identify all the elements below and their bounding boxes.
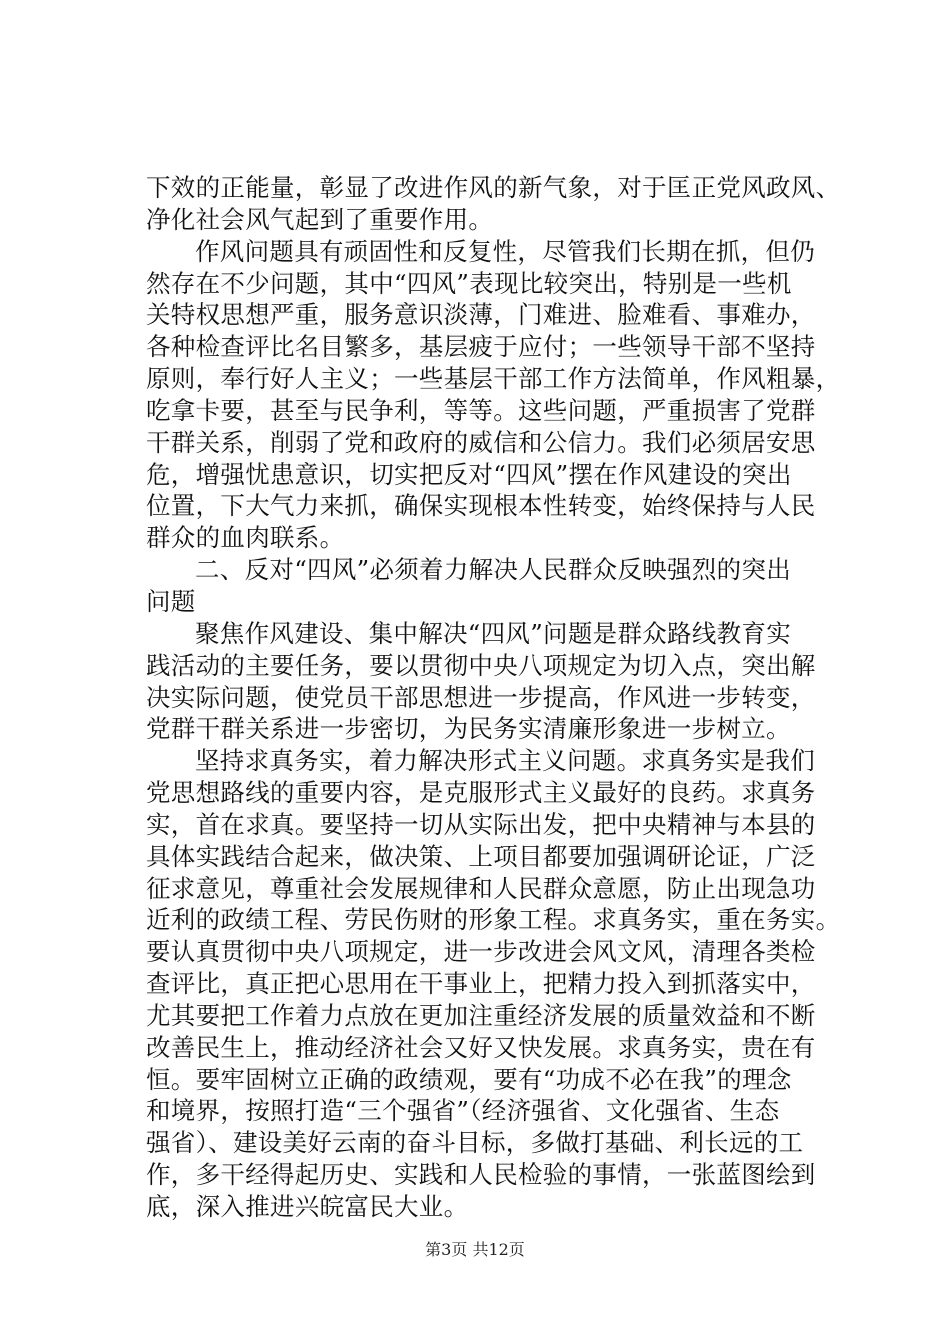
text-line: 原则，奉行好人主义；一些基层干部工作方法简单，作风粗暴， xyxy=(146,364,841,394)
text-line: 关特权思想严重，服务意识淡薄，门难进、脸难看、事难办， xyxy=(146,300,816,330)
text-line: 尤其要把工作着力点放在更加注重经济发展的质量效益和不断 xyxy=(146,1000,816,1030)
text-line: 然存在不少问题，其中“四风”表现比较突出，特别是一些机 xyxy=(146,268,792,298)
text-line: 各种检查评比名目繁多，基层疲于应付；一些领导干部不坚持 xyxy=(146,332,816,362)
text-line: 党群干群关系进一步密切，为民务实清廉形象进一步树立。 xyxy=(146,714,791,744)
text-line: 干群关系，削弱了党和政府的威信和公信力。我们必须居安思 xyxy=(146,427,816,457)
text-line: 危，增强忧患意识，切实把反对“四风”摆在作风建设的突出 xyxy=(146,459,792,489)
paragraph-first-line: 聚焦作风建设、集中解决“四风”问题是群众路线教育实 xyxy=(195,618,792,648)
text-line: 净化社会风气起到了重要作用。 xyxy=(146,204,494,234)
text-line: 吃拿卡要，甚至与民争利，等等。这些问题，严重损害了党群 xyxy=(146,395,816,425)
paragraph-first-line: 作风问题具有顽固性和反复性，尽管我们长期在抓，但仍 xyxy=(195,236,815,266)
text-line: 作，多干经得起历史、实践和人民检验的事情，一张蓝图绘到 xyxy=(146,1160,816,1190)
text-line: 党思想路线的重要内容，是克服形式主义最好的良药。求真务 xyxy=(146,778,816,808)
text-line: 具体实践结合起来，做决策、上项目都要加强调研论证，广泛 xyxy=(146,841,816,871)
text-line: 查评比，真正把心思用在干事业上，把精力投入到抓落实中， xyxy=(146,969,816,999)
text-line: 下效的正能量，彰显了改进作风的新气象，对于匡正党风政风、 xyxy=(146,173,841,202)
text-line: 改善民生上，推动经济社会又好又快发展。求真务实，贵在有 xyxy=(146,1032,816,1062)
text-line: 群众的血肉联系。 xyxy=(146,523,345,553)
text-line: 强省）、建设美好云南的奋斗目标，多做打基础、利长远的工 xyxy=(146,1128,804,1158)
text-line: 要认真贯彻中央八项规定，进一步改进会风文风，清理各类检 xyxy=(146,937,816,967)
text-line: 恒。要牢固树立正确的政绩观，要有“功成不必在我”的理念 xyxy=(146,1064,792,1094)
text-line: 底，深入推进兴皖富民大业。 xyxy=(146,1192,469,1221)
text-line: 位置，下大气力来抓，确保实现根本性转变，始终保持与人民 xyxy=(146,491,816,521)
text-line: 近利的政绩工程、劳民伤财的形象工程。求真务实，重在务实。 xyxy=(146,905,841,935)
text-line: 实，首在求真。要坚持一切从实际出发，把中央精神与本县的 xyxy=(146,809,816,839)
page-number-footer: 第3页 共12页 xyxy=(425,1240,525,1259)
body-text xyxy=(146,172,841,1223)
paragraph-first-line: 二、反对“四风”必须着力解决人民群众反映强烈的突出 xyxy=(195,555,792,585)
text-line: 和境界，按照打造“三个强省”（经济强省、文化强省、生态 xyxy=(146,1096,780,1126)
text-line: 决实际问题，使党员干部思想进一步提高，作风进一步转变， xyxy=(146,682,816,712)
paragraph-first-line: 坚持求真务实，着力解决形式主义问题。求真务实是我们 xyxy=(195,746,815,776)
text-line: 征求意见，尊重社会发展规律和人民群众意愿，防止出现急功 xyxy=(146,873,816,903)
text-line: 践活动的主要任务，要以贯彻中央八项规定为切入点，突出解 xyxy=(146,650,816,680)
text-line: 问题 xyxy=(146,586,196,616)
